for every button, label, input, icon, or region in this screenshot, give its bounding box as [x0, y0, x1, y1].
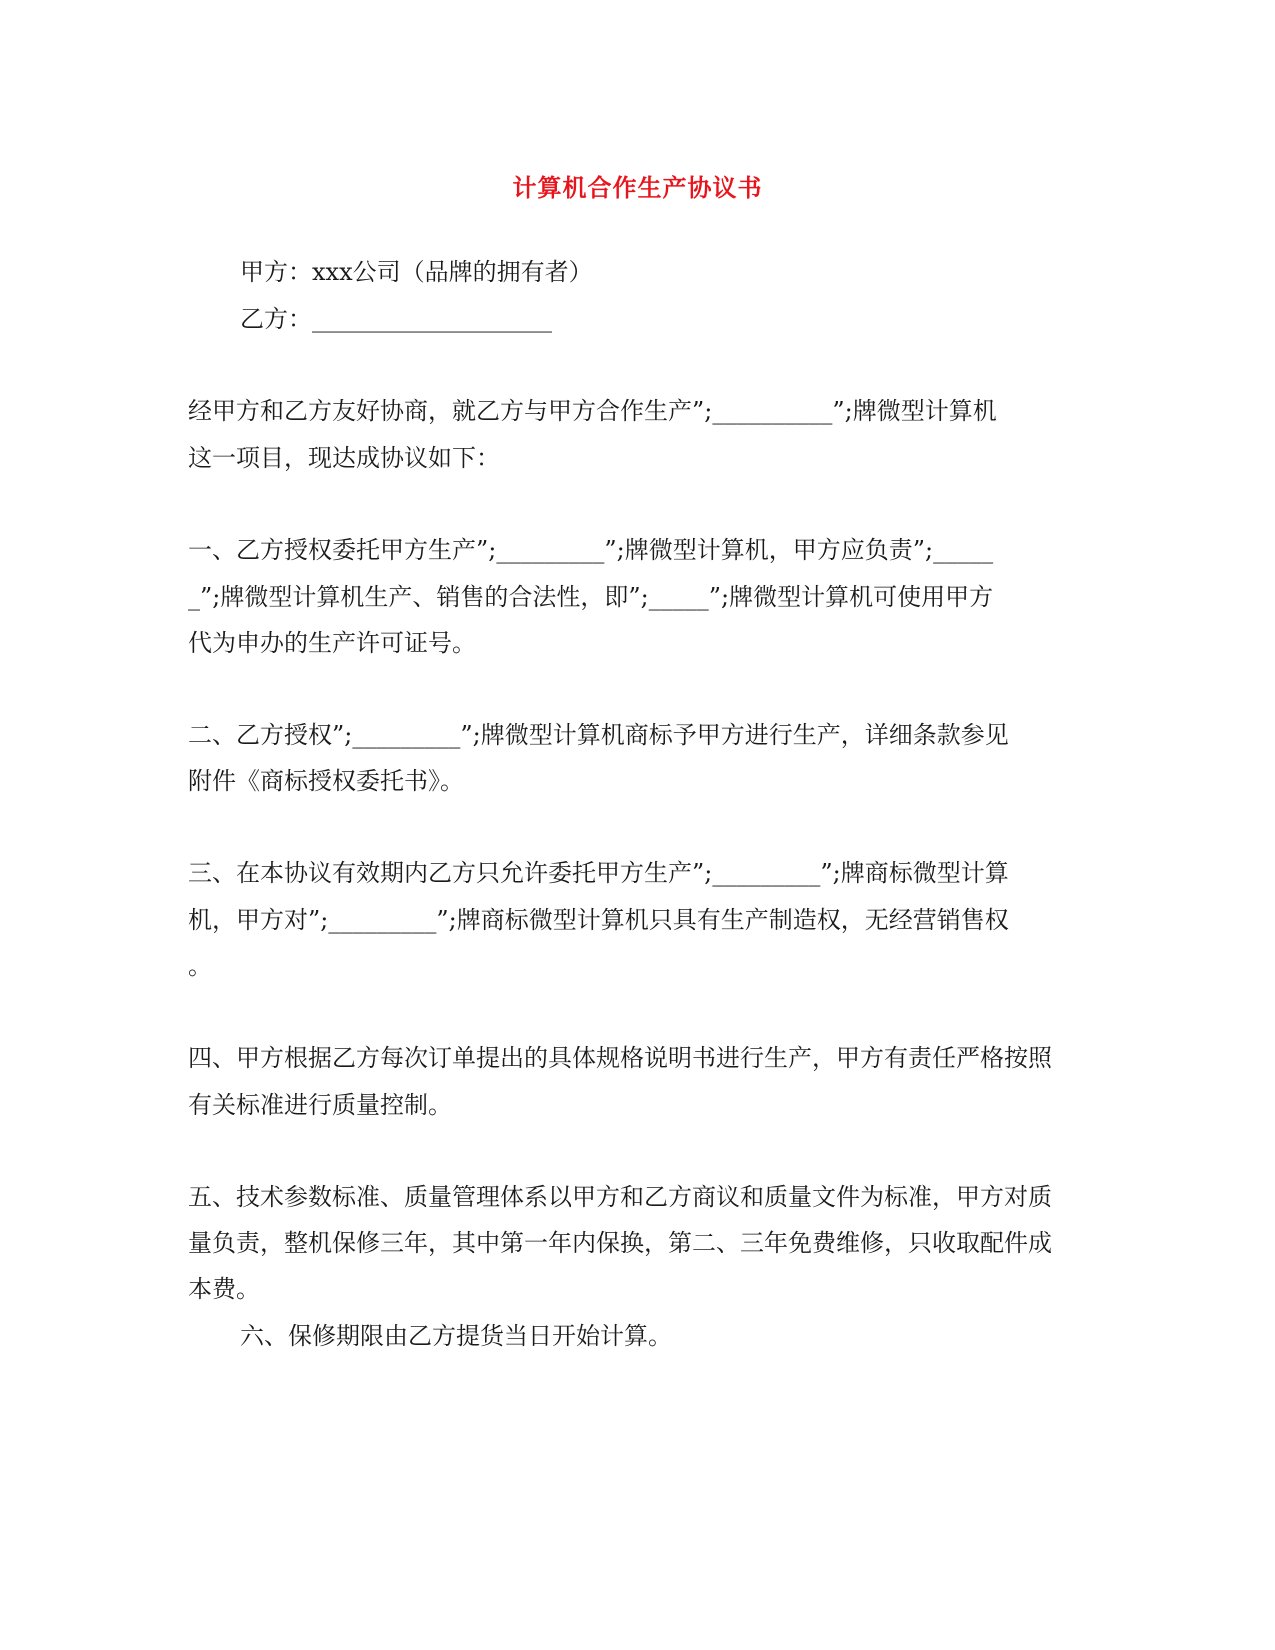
clause-1-line-3: 代为申办的生产许可证号。 — [188, 629, 476, 657]
party-b-line: 乙方：____________________ — [240, 305, 552, 333]
intro-line-2: 这一项目，现达成协议如下： — [188, 444, 500, 472]
clause-4-line-1: 四、甲方根据乙方每次订单提出的具体规格说明书进行生产，甲方有责任严格按照 — [188, 1044, 1052, 1072]
clause-4-line-2: 有关标准进行质量控制。 — [188, 1091, 452, 1119]
party-a-line: 甲方：xxx公司（品牌的拥有者） — [240, 258, 593, 286]
clause-1-line-1: 一、乙方授权委托甲方生产”;_________”;牌微型计算机，甲方应负责”;_____ — [188, 536, 994, 564]
clause-3-line-2: 机，甲方对”;_________”;牌商标微型计算机只具有生产制造权，无经营销售权 — [188, 906, 1009, 934]
intro-line-1: 经甲方和乙方友好协商，就乙方与甲方合作生产”;__________”;牌微型计算机 — [188, 397, 997, 425]
clause-2-line-2: 附件《商标授权委托书》。 — [188, 767, 464, 795]
clause-6-line: 六、保修期限由乙方提货当日开始计算。 — [240, 1322, 672, 1350]
clause-5-line-2: 量负责，整机保修三年，其中第一年内保换，第二、三年免费维修，只收取配件成 — [188, 1229, 1052, 1257]
clause-2-line-1: 二、乙方授权”;_________”;牌微型计算机商标予甲方进行生产，详细条款参见 — [188, 721, 1009, 749]
clause-5-line-1: 五、技术参数标准、质量管理体系以甲方和乙方商议和质量文件为标准，甲方对质 — [188, 1183, 1052, 1211]
clause-3-line-1: 三、在本协议有效期内乙方只允许委托甲方生产”;_________”;牌商标微型计算 — [188, 859, 1009, 887]
clause-5-line-3: 本费。 — [188, 1275, 260, 1303]
document-title: 计算机合作生产协议书 — [512, 174, 763, 202]
clause-1-line-2: _”;牌微型计算机生产、销售的合法性，即”;_____”;牌微型计算机可使用甲方 — [188, 583, 994, 611]
clause-3-line-3: 。 — [188, 952, 212, 980]
